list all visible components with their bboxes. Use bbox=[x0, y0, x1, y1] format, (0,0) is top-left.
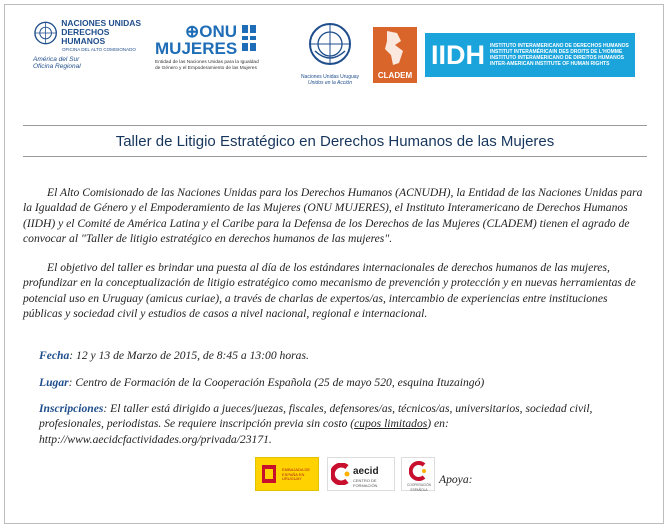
flyer-page bbox=[4, 4, 664, 524]
iidh-abbr: IIDH bbox=[431, 39, 485, 70]
un-globe-icon bbox=[307, 21, 353, 67]
equality-icon bbox=[241, 23, 257, 53]
un-hr-region2: Oficina Regional bbox=[33, 63, 81, 70]
un-uruguay-cap1: Naciones Unidas Uruguay bbox=[300, 74, 360, 80]
apoya-label: Apoya: bbox=[439, 472, 473, 486]
cooperacion-c-icon bbox=[409, 461, 429, 481]
title-bar bbox=[23, 125, 647, 157]
aecid-logo bbox=[327, 457, 395, 491]
lugar-value: : Centro de Formación de la Cooperación Española (25 de mayo 520, esquina Ituzaingó) bbox=[68, 376, 485, 389]
onu-mujeres-cap2: de Género y el Empoderamiento de las Mujeres bbox=[155, 66, 257, 71]
un-emblem-icon bbox=[33, 20, 58, 46]
inscripciones-label: Inscripciones bbox=[39, 402, 104, 415]
un-hr-line1: NACIONES UNIDAS bbox=[61, 18, 142, 28]
un-hr-sub: OFICINA DEL ALTO COMISIONADO bbox=[62, 47, 136, 52]
fecha-value: : 12 y 13 de Marzo de 2015, de 8:45 a 13:00 horas. bbox=[69, 349, 309, 362]
iidh-line1: INSTITUTO INTERAMERICANO DE DERECHOS HUMANOS bbox=[490, 43, 629, 49]
americas-map-icon bbox=[373, 27, 417, 69]
aecid-sub-label: CENTRO DE FORMACIÓN bbox=[353, 478, 378, 488]
iidh-line3: INSTITUTO INTERAMERICANO DE DIREITOS HUMANOS bbox=[490, 55, 624, 61]
un-uruguay-cap2: Unidos en la Acción bbox=[307, 80, 352, 86]
intro-paragraph: El Alto Comisionado de las Naciones Unidas para los Derechos Humanos (ACNUDH), la Entidad de las Naciones Unidas para la Igualdad de Género y el Empoderamiento de las Mujeres (ONU MUJERES), el Instituto Interamericano de Derechos Humanos (IIDH) y el Comité de América Latina y el Caribe para la Defensa de los Derechos de las Mujeres (CLADEM) tienen el agrado de convocar al "Taller de litigio estratégico en derechos humanos de las mujeres". bbox=[23, 186, 643, 246]
inscripciones-text2: ) en: http://www.aecidcfactividades.org/privada/23171. bbox=[39, 417, 449, 446]
aecid-label: aecid bbox=[353, 466, 379, 477]
espana-label: EMBAJADA DE ESPAÑA EN URUGUAY bbox=[282, 467, 311, 481]
aecid-c-icon bbox=[331, 463, 351, 485]
embajada-espana-logo bbox=[255, 457, 319, 491]
un-hr-region1: América del Sur bbox=[33, 56, 80, 63]
cupos-limitados-link[interactable]: cupos limitados bbox=[354, 417, 428, 431]
lugar-line bbox=[39, 375, 639, 390]
onu-mujeres-logo bbox=[155, 23, 280, 72]
un-human-rights-logo bbox=[33, 19, 153, 70]
spain-coat-of-arms-icon bbox=[260, 463, 278, 485]
mujeres-word: MUJERES bbox=[155, 39, 238, 58]
onu-mujeres-cap1: Entidad de las Naciones Unidas para la Igualdad bbox=[155, 60, 259, 65]
page-title: Taller de Litigio Estratégico en Derechos Humanos de las Mujeres bbox=[115, 132, 555, 150]
objective-paragraph: El objetivo del taller es brindar una puesta al día de los estándares internacionales de derechos humanos de las mujeres, profundizar en la conceptualización de litigio estratégico como mecanismo de prevención y protección y en nuevas herramientas de potencial uso en Uruguay (amicus curiae), a través de charlas de expertos/as, intercambio de experiencias entre instituciones públicas y sociedad civil y estudios de casos a nivel nacional, regional e internacional. bbox=[23, 261, 636, 321]
fecha-label: Fecha bbox=[39, 349, 70, 362]
cooperacion-espanola-logo bbox=[401, 457, 435, 491]
un-emblem-small-icon: ⊕ bbox=[185, 22, 200, 41]
coop-label: COOPERACIÓN ESPAÑOLA bbox=[407, 483, 431, 492]
un-hr-line2: DERECHOS HUMANOS bbox=[61, 27, 110, 46]
lugar-label: Lugar bbox=[39, 376, 69, 389]
logos-header bbox=[5, 5, 663, 115]
iidh-logo bbox=[425, 33, 635, 77]
sponsors-row bbox=[255, 457, 472, 491]
cladem-label: CLADEM bbox=[377, 71, 413, 80]
onu-word: ONU bbox=[199, 22, 238, 41]
un-uruguay-logo bbox=[292, 21, 368, 86]
iidh-line2: INSTITUT INTERAMÉRICAIN DES DROITS DE L'HOMME bbox=[490, 49, 623, 55]
inscripciones-text1: : El taller está dirigido a jueces/juezas, fiscales, defensores/as, técnicos/as, universitarios, sociedad civil, profesionales, periodistas. Se requiere inscripción previa sin costo ( bbox=[39, 402, 593, 431]
iidh-line4: INTER-AMERICAN INSTITUTE OF HUMAN RIGHTS bbox=[490, 61, 610, 67]
inscripciones-block bbox=[39, 401, 639, 447]
cladem-logo bbox=[373, 27, 417, 83]
fecha-line bbox=[39, 348, 639, 363]
